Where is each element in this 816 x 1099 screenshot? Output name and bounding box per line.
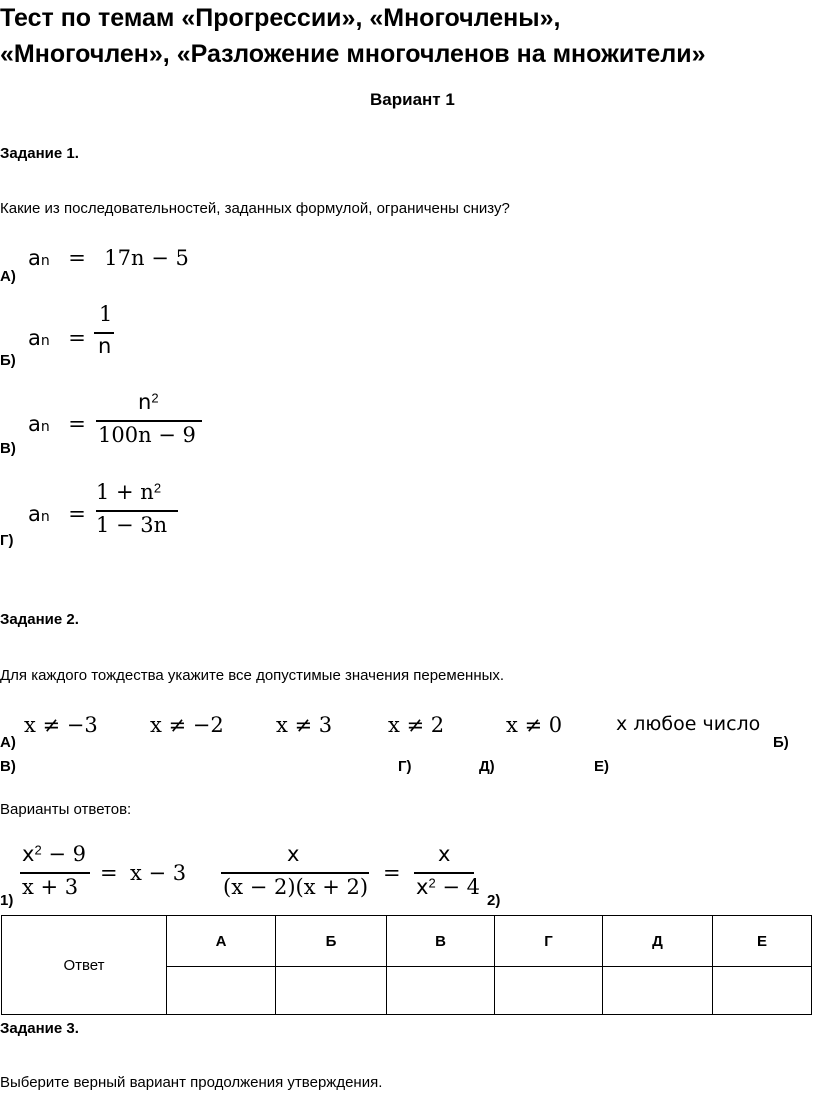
condition-5: x ≠ 0 — [506, 713, 563, 737]
identity-2-eq: = — [383, 861, 401, 885]
page-title-line-1: Тест по темам «Прогрессии», «Многочлены», — [0, 4, 561, 32]
condition-label-b: Б) — [773, 734, 789, 751]
condition-label-f: Е) — [594, 758, 609, 775]
task2-question: Для каждого тождества укажите все допустимые значения переменных. — [0, 667, 505, 684]
task3-question: Выберите верный вариант продолжения утверждения. — [0, 1074, 383, 1091]
task1-question: Какие из последовательностей, заданных формулой, ограничены снизу? — [0, 200, 510, 217]
answer-cell-b[interactable] — [276, 967, 387, 1015]
identity-2-label: 2) — [487, 892, 501, 909]
answer-cell-f[interactable] — [713, 967, 812, 1015]
answer-cell-a[interactable] — [167, 967, 276, 1015]
condition-1: x ≠ −3 — [24, 713, 98, 737]
answer-cell-e[interactable] — [603, 967, 713, 1015]
answer-cell-d[interactable] — [495, 967, 603, 1015]
task3-heading: Задание 3. — [0, 1020, 79, 1037]
answer-row-label: Ответ — [2, 916, 167, 1015]
task1-option-d-fraction: $1 + n^2$ 1 − 3n — [96, 480, 180, 540]
identity-1-rhs: x − 3 — [130, 861, 187, 885]
table-header-f: Е — [713, 916, 812, 967]
identity-2-fraction-right: x $x^2 - 4$ — [416, 842, 480, 899]
task1-option-b-fraction: 1 n — [94, 302, 116, 360]
task1-option-c-label: В) — [0, 440, 16, 457]
task1-option-d-formula: an = — [28, 502, 86, 526]
task1-option-c-formula: an = — [28, 412, 86, 436]
task2-heading: Задание 2. — [0, 611, 79, 628]
task1-option-b-formula: an = — [28, 326, 86, 350]
identity-1-fraction: $x^2 - 9$ x + 3 — [20, 842, 92, 902]
condition-2: x ≠ −2 — [150, 713, 224, 737]
condition-3: x ≠ 3 — [276, 713, 333, 737]
task1-option-a-label: А) — [0, 268, 16, 285]
table-header-e: Д — [603, 916, 713, 967]
identity-1-eq: = — [100, 861, 118, 885]
condition-4: x ≠ 2 — [388, 713, 445, 737]
answers-label: Варианты ответов: — [0, 801, 132, 818]
answer-table — [1, 915, 812, 1015]
page-title-line-2: «Многочлен», «Разложение многочленов на множители» — [0, 40, 706, 68]
table-header-d: Г — [495, 916, 603, 967]
answer-cell-c[interactable] — [387, 967, 495, 1015]
condition-6: x любое число — [616, 713, 761, 735]
table-header-a: А — [167, 916, 276, 967]
task1-option-a-formula: an = 17n − 5 — [28, 246, 189, 270]
condition-label-d: Г) — [398, 758, 412, 775]
task1-heading: Задание 1. — [0, 145, 79, 162]
condition-label-c: В) — [0, 758, 16, 775]
task1-option-d-label: Г) — [0, 532, 14, 549]
table-header-b: Б — [276, 916, 387, 967]
task1-option-b-label: Б) — [0, 352, 16, 369]
identity-1-label: 1) — [0, 892, 14, 909]
task1-option-c-fraction: $n^2$ 100n − 9 — [96, 390, 206, 450]
identity-2-fraction-left: x (x − 2)(x + 2) — [223, 842, 369, 899]
table-header-c: В — [387, 916, 495, 967]
variant-label: Вариант 1 — [370, 90, 455, 109]
condition-label-e: Д) — [479, 758, 495, 775]
condition-label-a: А) — [0, 734, 16, 751]
